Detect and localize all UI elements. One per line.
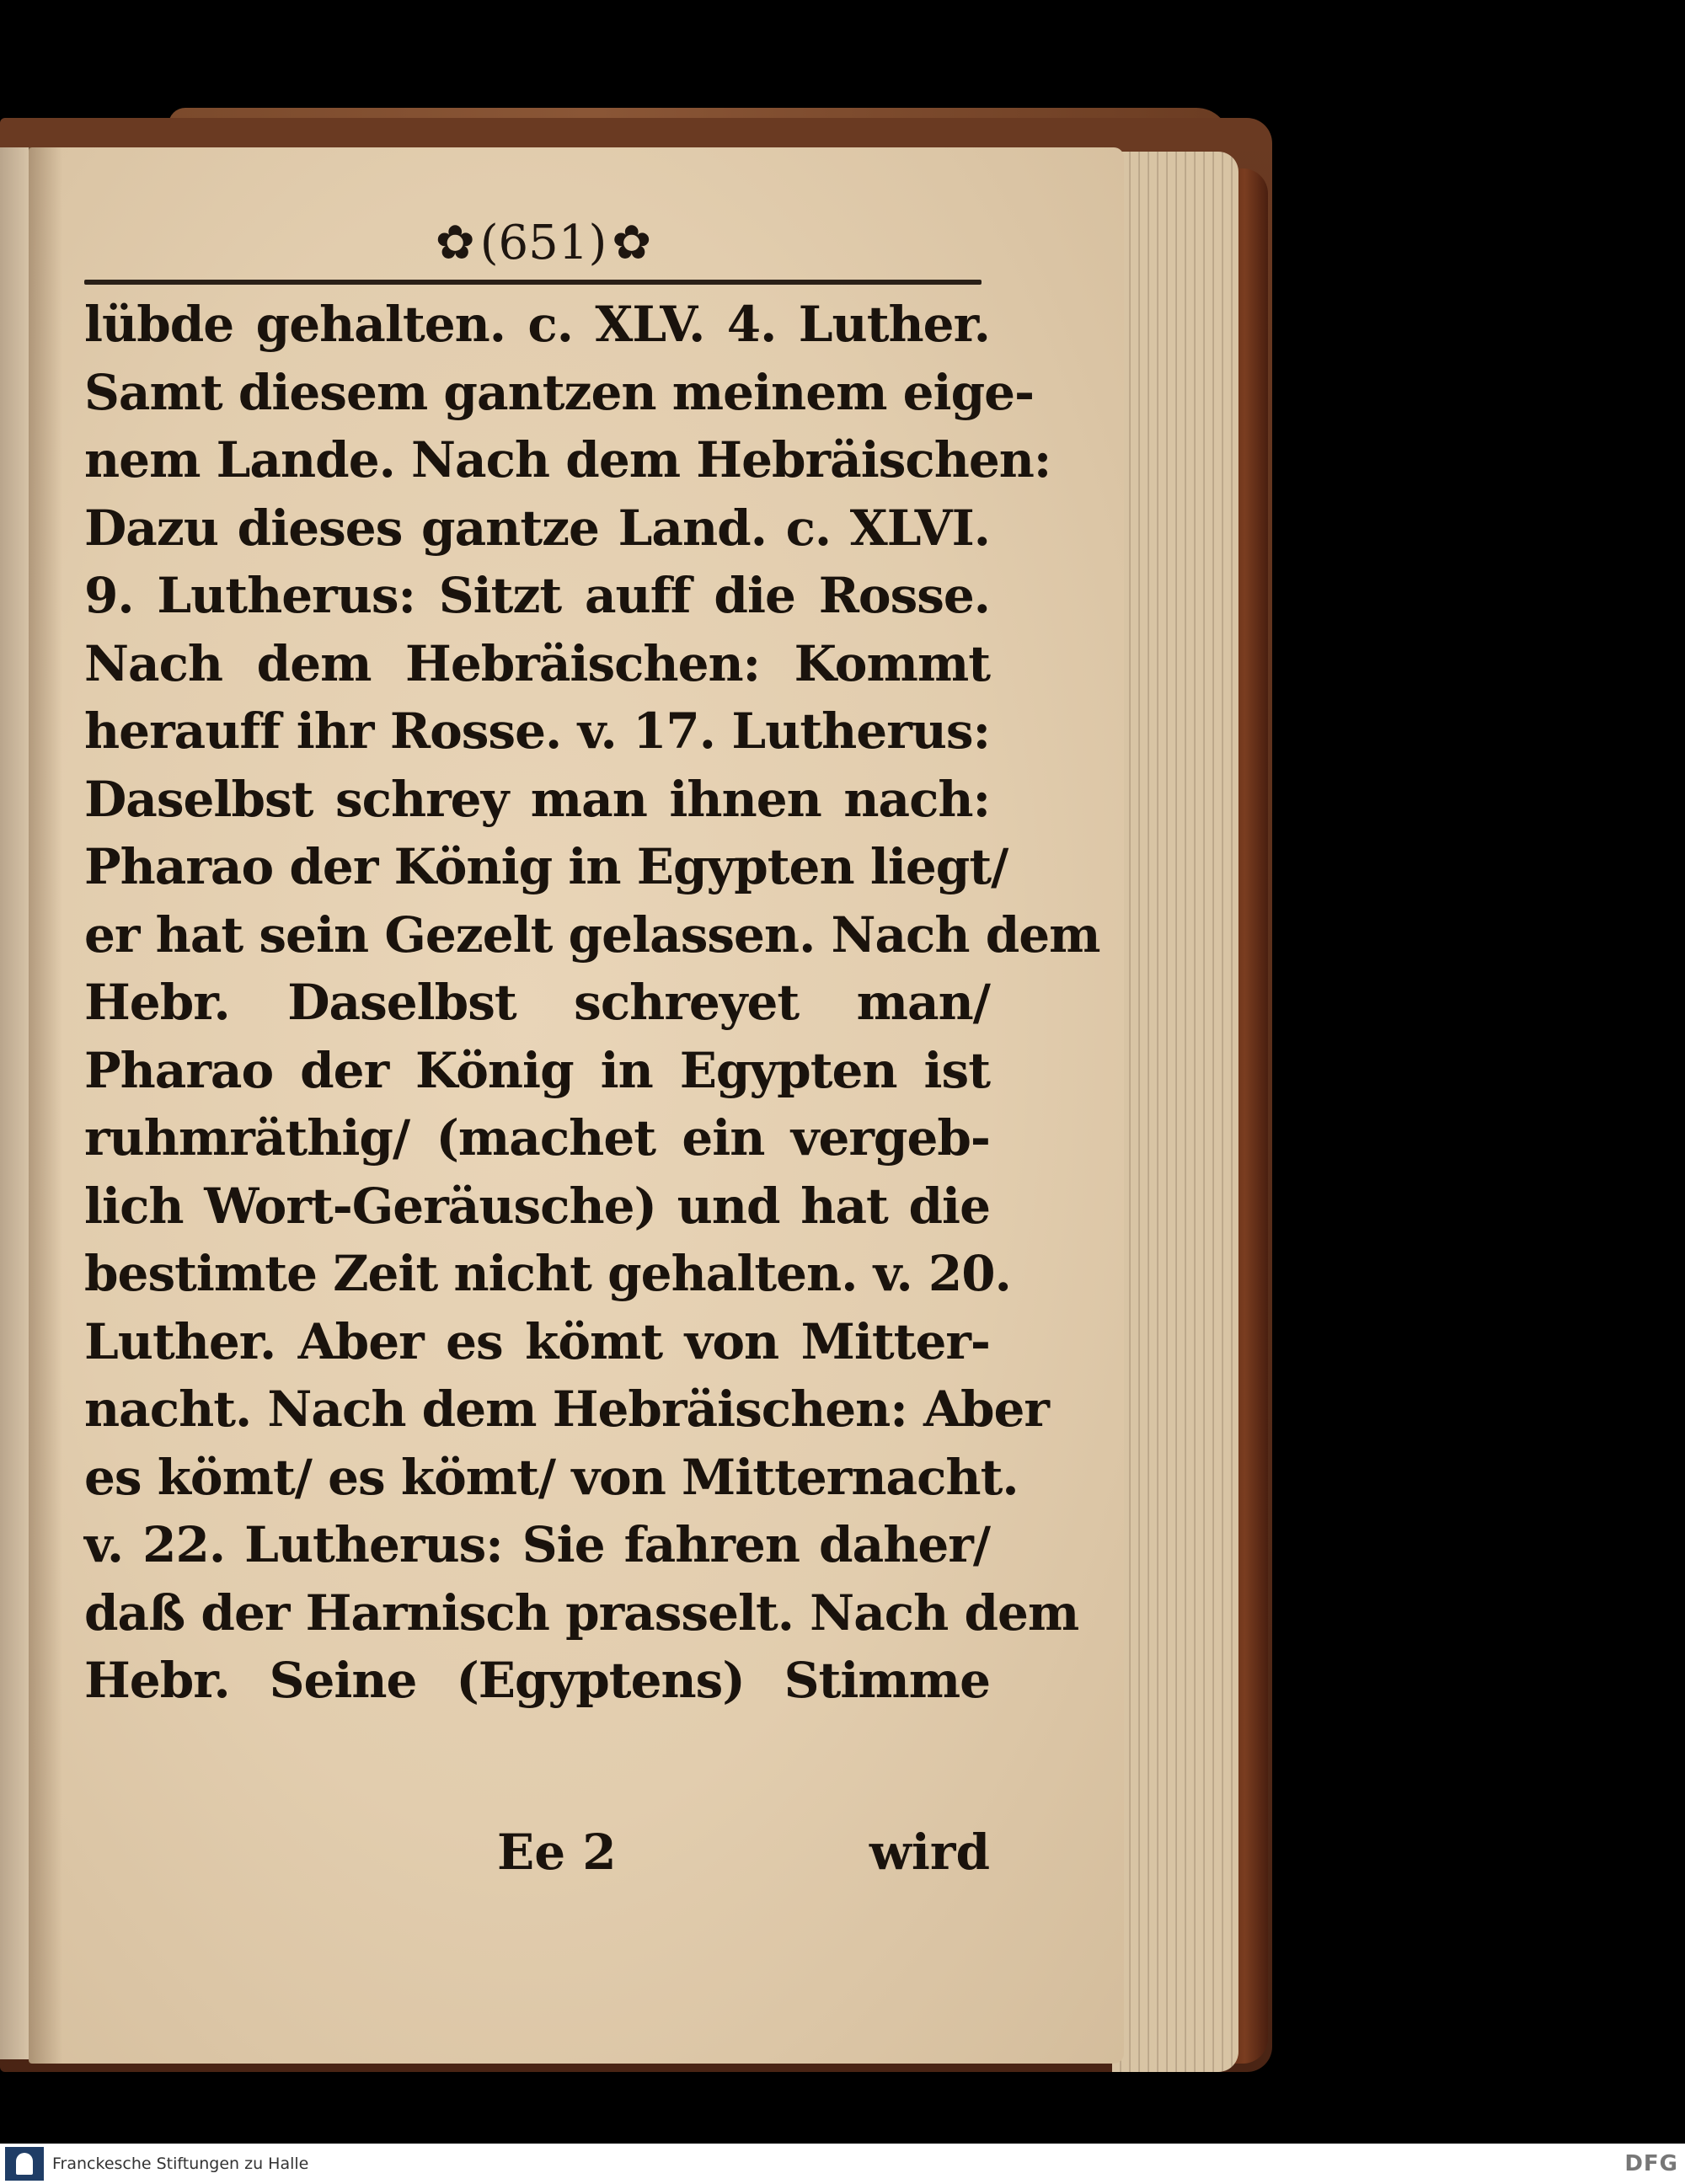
text-line: Pharao der König in Egypten liegt/	[84, 838, 1008, 895]
text-line: Dazu dieses gantze Land. c. XLVI.	[84, 499, 990, 557]
ornament-left-icon: ✿	[435, 215, 475, 270]
text-line: es kömt/ es kömt/ von Mitternacht.	[84, 1448, 1019, 1506]
text-line: bestimte Zeit nicht gehalten. v. 20.	[84, 1245, 1011, 1302]
dfg-logo: DFG	[1624, 2151, 1678, 2176]
page-footer	[84, 1824, 990, 1891]
text-line: herauff ihr Rosse. v. 17. Lutherus:	[84, 702, 990, 760]
text-line: Nach dem Hebräischen: Kommt	[84, 634, 990, 692]
text-line: Samt diesem gantzen meinem eige-	[84, 363, 1035, 421]
text-line: er hat sein Gezelt gelassen. Nach dem	[84, 905, 1100, 964]
page-header	[396, 209, 691, 276]
text-line: Daselbst schrey man ihnen nach:	[84, 770, 990, 828]
institution-logo-icon	[5, 2147, 44, 2181]
header-rule	[84, 280, 982, 285]
gutter-shadow	[29, 147, 62, 2064]
text-line: nem Lande. Nach dem Hebräischen:	[84, 431, 1051, 489]
text-line: Hebr. Daselbst schreyet man/	[84, 974, 990, 1031]
institution-name: Franckesche Stiftungen zu Halle	[52, 2155, 309, 2173]
text-line: lich Wort-Geräusche) und hat die	[84, 1177, 990, 1235]
institution-credit	[0, 2147, 308, 2181]
catchword: wird	[869, 1824, 990, 1881]
text-line: daß der Harnisch prasselt. Nach dem	[84, 1583, 1079, 1642]
viewer-footer-bar	[0, 2144, 1685, 2184]
page-fore-edge	[1112, 152, 1238, 2072]
text-line: lübde gehalten. c. XLV. 4. Luther.	[84, 296, 990, 353]
ornament-right-icon: ✿	[612, 215, 652, 270]
text-line: Pharao der König in Egypten ist	[84, 1041, 990, 1099]
facing-page-sliver	[0, 147, 30, 2059]
text-line: ruhmräthig/ (machet ein vergeb-	[84, 1109, 990, 1167]
text-line: nacht. Nach dem Hebräischen: Aber	[84, 1380, 1049, 1438]
body-text	[84, 291, 1100, 1715]
text-line: 9. Lutherus: Sitzt auff die Rosse.	[84, 567, 990, 624]
page-number: (651)	[479, 215, 607, 270]
text-line: Hebr. Seine (Egyptens) Stimme	[84, 1652, 990, 1709]
signature-mark: Ee 2	[497, 1824, 617, 1881]
text-line: Luther. Aber es kömt von Mitter-	[84, 1312, 990, 1370]
text-line: v. 22. Lutherus: Sie fahren daher/	[84, 1516, 990, 1573]
